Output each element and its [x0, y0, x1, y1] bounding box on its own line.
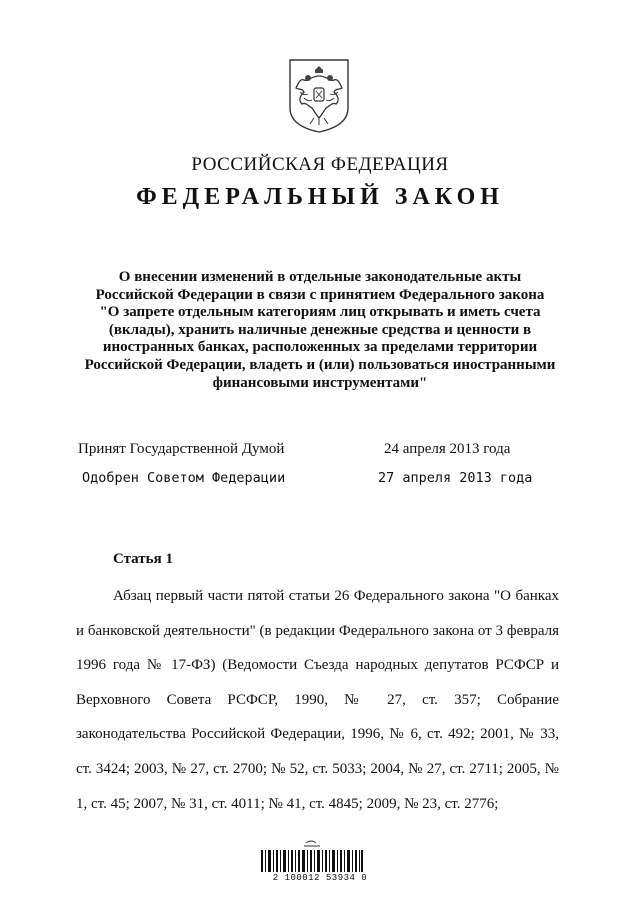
barcode-number: 2 100012 53934 0 — [272, 873, 368, 883]
law-title-line: (вклады), хранить наличные денежные средства и ценности в — [108, 321, 532, 338]
council-approval-date: 27 апреля 2013 года — [378, 470, 533, 486]
council-approval-label: Одобрен Советом Федерации — [82, 470, 286, 486]
duma-adoption-date: 24 апреля 2013 года — [384, 441, 511, 457]
law-title — [70, 269, 570, 392]
article-title: Статья 1 — [113, 551, 173, 567]
article-paragraph: Абзац первый части пятой статьи 26 Федерального закона "О банках и банковской деятельности" (в редакции Федерального закона от 3 февраля 1996 года № 17-ФЗ) (Ведомости Съезда народных депутатов РСФСР и Верховного Совета РСФСР, 1990, № 27, ст. 357; Собрание законодательства Российской Федерации, 1996, № 6, ст. 492; 2001, № 33, ст. 3424; 2003, № 27, ст. 2700; № 52, ст. 5033; 2004, № 27, ст. 2711; 2005, № 1, ст. 45; 2007, № 31, ст. 4011; № 41, ст. 4845; 2009, № 23, ст. 2776; — [76, 588, 559, 812]
country-name: РОССИЙСКАЯ ФЕДЕРАЦИЯ — [191, 154, 449, 175]
law-title-line: "О запрете отдельным категориям лиц открывать и иметь счета — [99, 304, 541, 321]
document-type: ФЕДЕРАЛЬНЫЙ ЗАКОН — [136, 184, 504, 210]
law-title-line: Российской Федерации в связи с принятием Федерального закона — [95, 286, 545, 303]
russian-coat-of-arms-icon — [286, 58, 352, 134]
law-title-line: Российской Федерации, владеть и (или) пользоваться иностранными — [84, 356, 556, 373]
law-title-line: О внесении изменений в отдельные законодательные акты — [118, 269, 522, 285]
law-title-line: иностранных банках, расположенных за пределами территории — [102, 339, 538, 356]
duma-adoption-label: Принят Государственной Думой — [78, 441, 285, 457]
law-title-line: финансовыми инструментами" — [212, 374, 428, 391]
